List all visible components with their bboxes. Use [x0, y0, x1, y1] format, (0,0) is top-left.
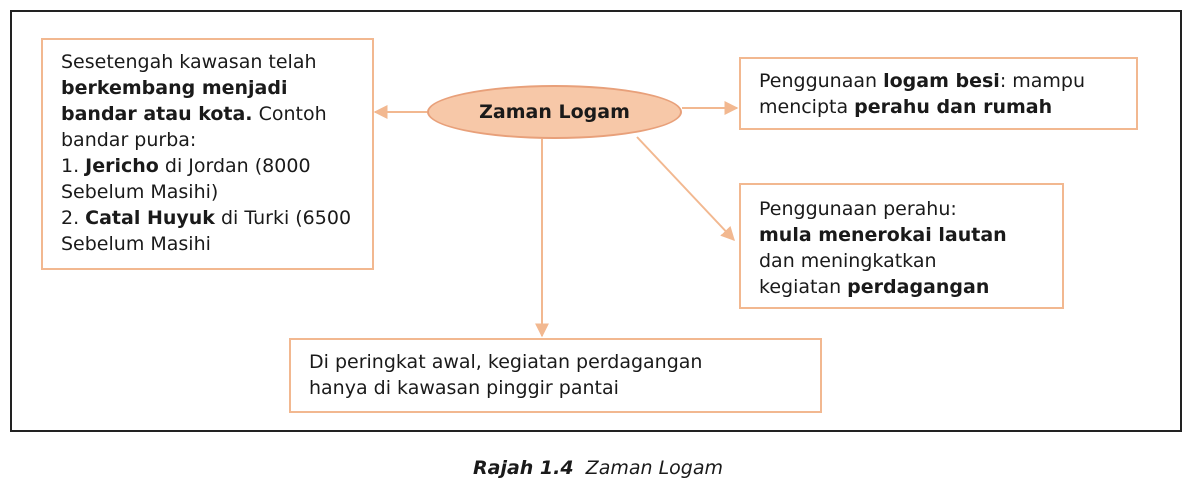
figure-caption: [0, 457, 1196, 479]
text-line: [759, 68, 1136, 94]
text: Penggunaan perahu:: [759, 198, 957, 220]
text: di Jordan (8000: [158, 155, 311, 177]
text: Contoh: [252, 103, 327, 125]
caption-label: Rajah 1.4: [473, 457, 574, 479]
text-line: [759, 222, 1062, 248]
text: kegiatan: [759, 276, 848, 298]
text: : mampu: [999, 70, 1086, 92]
bold-text: perdagangan: [847, 276, 990, 298]
text-line: [61, 179, 372, 205]
bold-text: perahu dan rumah: [854, 96, 1053, 118]
text-line: [61, 205, 372, 231]
text-line: [309, 375, 820, 401]
bold-text: Catal Huyuk: [85, 207, 215, 229]
text-line: [61, 49, 372, 75]
list-number: 2.: [61, 207, 86, 229]
text: Sebelum Masihi): [61, 181, 219, 203]
text-line: [61, 231, 372, 257]
mid-right-info-box: [739, 183, 1064, 309]
list-number: 1.: [61, 155, 86, 177]
bottom-info-box: [289, 338, 822, 413]
text: dan meningkatkan: [759, 250, 937, 272]
text: mencipta: [759, 96, 855, 118]
text-line: [61, 101, 372, 127]
text: hanya di kawasan pinggir pantai: [309, 377, 619, 399]
caption-text: Zaman Logam: [573, 457, 723, 479]
text: Di peringkat awal, kegiatan perdagangan: [309, 351, 703, 373]
text-line: [759, 94, 1136, 120]
left-info-box: [41, 38, 374, 270]
text-line: [759, 196, 1062, 222]
text-line: [61, 153, 372, 179]
bold-text: berkembang menjadi: [61, 77, 288, 99]
text: Sebelum Masihi: [61, 233, 211, 255]
arrow-to-mid-right-box: [637, 137, 734, 240]
text: Penggunaan: [759, 70, 884, 92]
text-line: [759, 274, 1062, 300]
text-line: [61, 75, 372, 101]
text-line: [759, 248, 1062, 274]
bold-text: logam besi: [883, 70, 1000, 92]
text: bandar purba:: [61, 129, 197, 151]
text-line: [61, 127, 372, 153]
text: Sesetengah kawasan telah: [61, 51, 317, 73]
text: di Turki (6500: [214, 207, 352, 229]
center-node: [427, 85, 682, 139]
bold-text: Jericho: [85, 155, 159, 177]
top-right-info-box: [739, 57, 1138, 130]
center-label: Zaman Logam: [479, 101, 630, 123]
text-line: [309, 349, 820, 375]
bold-text: bandar atau kota.: [61, 103, 253, 125]
bold-text: mula menerokai lautan: [759, 224, 1007, 246]
